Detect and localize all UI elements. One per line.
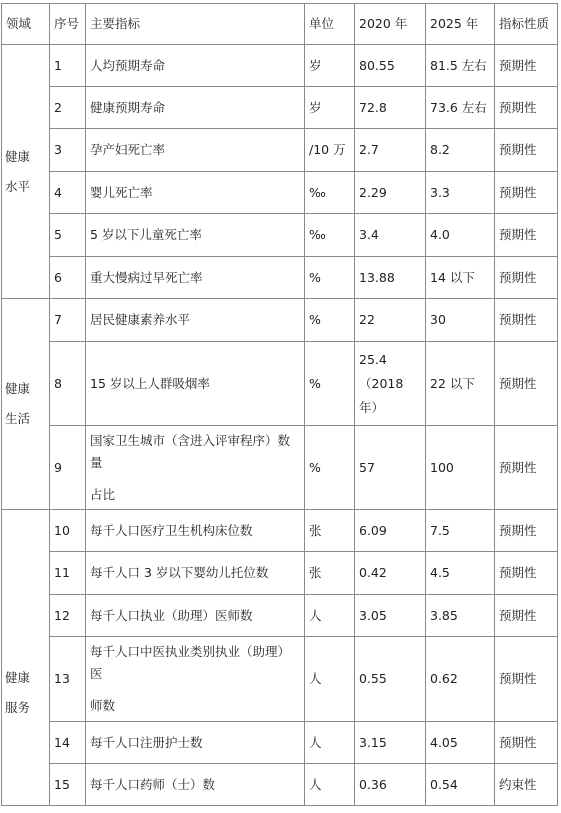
table-row xyxy=(2,172,558,214)
cell-unit: 人 xyxy=(305,595,355,637)
header-2025: 2025 年 xyxy=(426,4,495,45)
cell-indicator: 每千人口注册护士数 xyxy=(86,722,305,764)
group-health-service xyxy=(2,510,50,806)
cell-indicator: 每千人口药师（士）数 xyxy=(86,764,305,806)
cell-indicator: 每千人口执业（助理）医师数 xyxy=(86,595,305,637)
cell-unit: ‰ xyxy=(305,214,355,257)
cell-no: 2 xyxy=(50,87,86,129)
cell-2020: 0.55 xyxy=(355,637,426,722)
table-row xyxy=(2,637,558,722)
cell-unit: % xyxy=(305,299,355,342)
cell-2020-note: （2018 年） xyxy=(359,375,404,415)
cell-no: 9 xyxy=(50,426,86,510)
cell-2020: 3.15 xyxy=(355,722,426,764)
cell-indicator-line2: 师数 xyxy=(90,698,116,713)
table-row xyxy=(2,510,558,552)
cell-no: 7 xyxy=(50,299,86,342)
table-row xyxy=(2,299,558,342)
cell-2025: 3.85 xyxy=(426,595,495,637)
cell-2020: 22 xyxy=(355,299,426,342)
cell-2025: 0.54 xyxy=(426,764,495,806)
cell-nature: 预期性 xyxy=(495,552,558,595)
group-label-line2: 服务 xyxy=(5,699,31,715)
cell-nature: 预期性 xyxy=(495,172,558,214)
table-row xyxy=(2,129,558,172)
cell-indicator: 健康预期寿命 xyxy=(86,87,305,129)
group-health-level xyxy=(2,45,50,299)
group-label-line1: 健康 xyxy=(5,381,31,396)
cell-2025: 22 以下 xyxy=(426,342,495,426)
cell-indicator: 5 岁以下儿童死亡率 xyxy=(86,214,305,257)
cell-unit: 人 xyxy=(305,764,355,806)
cell-nature: 预期性 xyxy=(495,342,558,426)
cell-no: 6 xyxy=(50,257,86,299)
cell-no: 5 xyxy=(50,214,86,257)
cell-unit: % xyxy=(305,342,355,426)
table-row xyxy=(2,595,558,637)
cell-indicator: 15 岁以上人群吸烟率 xyxy=(86,342,305,426)
table-row xyxy=(2,87,558,129)
cell-unit: 人 xyxy=(305,722,355,764)
cell-2025: 100 xyxy=(426,426,495,510)
header-unit: 单位 xyxy=(305,4,355,45)
cell-2025: 4.5 xyxy=(426,552,495,595)
cell-indicator: 每千人口医疗卫生机构床位数 xyxy=(86,510,305,552)
cell-nature: 预期性 xyxy=(495,510,558,552)
cell-2025: 0.62 xyxy=(426,637,495,722)
cell-indicator xyxy=(86,637,305,722)
cell-no: 3 xyxy=(50,129,86,172)
cell-no: 15 xyxy=(50,764,86,806)
cell-2025: 14 以下 xyxy=(426,257,495,299)
cell-unit: ‰ xyxy=(305,172,355,214)
cell-unit: /10 万 xyxy=(305,129,355,172)
table-row xyxy=(2,764,558,806)
table-row xyxy=(2,214,558,257)
cell-indicator: 婴儿死亡率 xyxy=(86,172,305,214)
cell-indicator: 人均预期寿命 xyxy=(86,45,305,87)
cell-indicator: 孕产妇死亡率 xyxy=(86,129,305,172)
cell-nature: 预期性 xyxy=(495,129,558,172)
cell-2020: 72.8 xyxy=(355,87,426,129)
cell-2020: 2.29 xyxy=(355,172,426,214)
group-label-line2: 水平 xyxy=(5,178,31,194)
group-label-line1: 健康 xyxy=(5,148,31,164)
cell-nature: 预期性 xyxy=(495,45,558,87)
cell-nature: 约束性 xyxy=(495,764,558,806)
cell-no: 4 xyxy=(50,172,86,214)
cell-nature: 预期性 xyxy=(495,257,558,299)
group-label-line2: 生活 xyxy=(5,411,31,426)
cell-nature: 预期性 xyxy=(495,214,558,257)
header-row xyxy=(2,4,558,45)
header-domain: 领域 xyxy=(2,4,50,45)
cell-2025: 4.05 xyxy=(426,722,495,764)
cell-2020: 13.88 xyxy=(355,257,426,299)
cell-2025: 8.2 xyxy=(426,129,495,172)
table-row xyxy=(2,426,558,510)
header-2020: 2020 年 xyxy=(355,4,426,45)
cell-2025: 81.5 左右 xyxy=(426,45,495,87)
cell-no: 8 xyxy=(50,342,86,426)
table-row xyxy=(2,722,558,764)
cell-2020: 2.7 xyxy=(355,129,426,172)
cell-no: 13 xyxy=(50,637,86,722)
cell-no: 11 xyxy=(50,552,86,595)
cell-indicator: 每千人口 3 岁以下婴幼儿托位数 xyxy=(86,552,305,595)
table-row xyxy=(2,45,558,87)
header-indicator: 主要指标 xyxy=(86,4,305,45)
header-no: 序号 xyxy=(50,4,86,45)
cell-2025: 73.6 左右 xyxy=(426,87,495,129)
cell-2025: 3.3 xyxy=(426,172,495,214)
cell-unit: 人 xyxy=(305,637,355,722)
cell-nature: 预期性 xyxy=(495,595,558,637)
cell-no: 10 xyxy=(50,510,86,552)
table-row xyxy=(2,552,558,595)
group-health-life xyxy=(2,299,50,510)
cell-2020: 57 xyxy=(355,426,426,510)
cell-indicator-line1: 每千人口中医执业类别执业（助理）医 xyxy=(90,644,291,681)
cell-indicator: 重大慢病过早死亡率 xyxy=(86,257,305,299)
cell-2020: 3.4 xyxy=(355,214,426,257)
table-row xyxy=(2,257,558,299)
header-nature: 指标性质 xyxy=(495,4,558,45)
cell-2020: 6.09 xyxy=(355,510,426,552)
cell-nature: 预期性 xyxy=(495,722,558,764)
cell-indicator-line1: 国家卫生城市（含进入评审程序）数量 xyxy=(90,432,291,470)
indicators-table xyxy=(1,3,558,806)
cell-unit: 张 xyxy=(305,510,355,552)
cell-nature: 预期性 xyxy=(495,426,558,510)
cell-2020 xyxy=(355,342,426,426)
cell-unit: % xyxy=(305,257,355,299)
cell-indicator: 居民健康素养水平 xyxy=(86,299,305,342)
cell-indicator xyxy=(86,426,305,510)
cell-2025: 30 xyxy=(426,299,495,342)
cell-indicator-line2: 占比 xyxy=(90,486,116,502)
cell-2025: 7.5 xyxy=(426,510,495,552)
cell-no: 14 xyxy=(50,722,86,764)
cell-no: 12 xyxy=(50,595,86,637)
cell-2020: 0.36 xyxy=(355,764,426,806)
cell-unit: 岁 xyxy=(305,45,355,87)
cell-2025: 4.0 xyxy=(426,214,495,257)
cell-unit: 岁 xyxy=(305,87,355,129)
group-label-line1: 健康 xyxy=(5,669,31,685)
cell-nature: 预期性 xyxy=(495,299,558,342)
cell-2020: 3.05 xyxy=(355,595,426,637)
cell-2020-value: 25.4 xyxy=(359,351,387,367)
cell-2020: 0.42 xyxy=(355,552,426,595)
cell-unit: % xyxy=(305,426,355,510)
cell-nature: 预期性 xyxy=(495,87,558,129)
cell-no: 1 xyxy=(50,45,86,87)
table-row xyxy=(2,342,558,426)
cell-unit: 张 xyxy=(305,552,355,595)
cell-2020: 80.55 xyxy=(355,45,426,87)
cell-nature: 预期性 xyxy=(495,637,558,722)
